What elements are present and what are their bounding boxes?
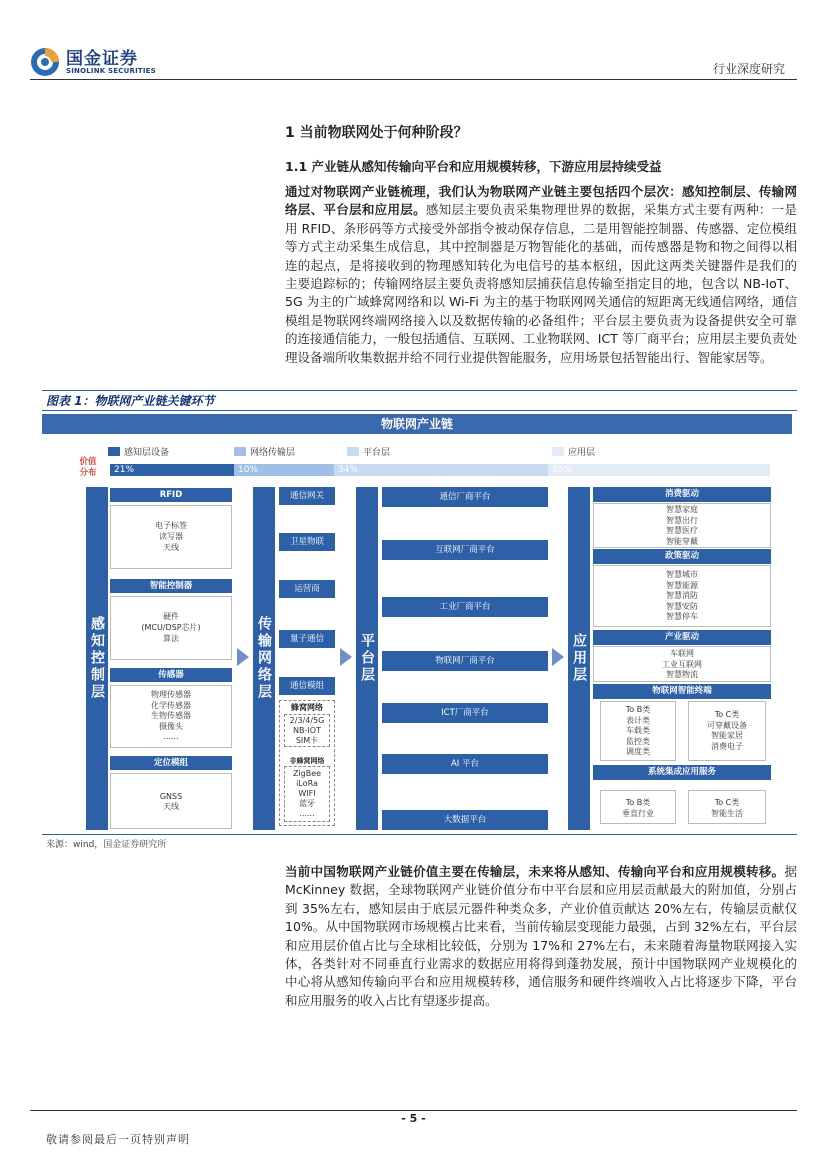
group-item: 摄像头 [159, 721, 183, 731]
legend-item [108, 445, 169, 458]
figure-title: 图表 1：物联网产业链关键环节 [46, 394, 215, 408]
app-item: 智能家居 [711, 731, 743, 740]
app-item: 车联网 [670, 649, 694, 658]
cellular-item: SIM卡 [295, 736, 319, 745]
network-item: 卫星物联 [279, 533, 335, 551]
app-item: 调度类 [626, 747, 650, 756]
app-item: To C类 [714, 710, 740, 719]
app-item: 智能穿戴 [666, 536, 698, 546]
app-item: 智慧消防 [666, 591, 698, 600]
value-bar-platform: 34% [334, 464, 548, 476]
value-bar-application: 35% [548, 464, 770, 476]
app-item: 智慧医疗 [666, 526, 698, 535]
noncellular-item: ZigBee [292, 769, 322, 778]
legend-swatch [552, 447, 564, 456]
network-item: 运营商 [279, 580, 335, 598]
brand-name-en: SINOLINK SECURITIES [66, 67, 156, 75]
app-item: 车载类 [626, 726, 650, 735]
group-body-controller [110, 596, 232, 660]
group-item: 电子标签 [155, 521, 187, 530]
group-item: 天线 [163, 802, 179, 811]
group-item: 算法 [163, 634, 179, 643]
terminal-tob-box [600, 701, 676, 761]
noncellular-head: 非蜂窝网络 [289, 757, 325, 765]
paragraph-2-lead: 当前中国物联网产业链价值主要在传输层，未来将从感知、传输向平台和应用规模转移。 [285, 864, 785, 879]
page-number: - 5 - [401, 1112, 426, 1125]
legend-swatch [347, 447, 359, 456]
policy-driven-head: 政策驱动 [593, 549, 771, 564]
value-bar-sensing: 21% [110, 464, 234, 476]
app-item: 消费电子 [711, 741, 743, 751]
group-item: 天线 [163, 543, 179, 552]
service-tob-box [600, 790, 676, 824]
network-item: 量子通信 [279, 630, 335, 648]
section-heading: 1 当前物联网处于何种阶段？ [285, 125, 468, 141]
group-item: 硬件 [163, 612, 179, 621]
legend-swatch [234, 447, 246, 456]
app-item: 智慧家庭 [666, 505, 698, 514]
arrow-right-icon [340, 648, 352, 666]
group-item: GNSS [159, 792, 183, 801]
app-item: 智能生活 [711, 808, 743, 818]
logo-icon [30, 47, 60, 77]
legend-item [234, 445, 295, 458]
app-item: 智慧城市 [666, 570, 698, 579]
group-item: 化学传感器 [151, 700, 191, 710]
paragraph-2 [285, 863, 797, 1010]
app-item: 智慧出行 [666, 515, 698, 525]
app-item: To B类 [625, 705, 651, 714]
legend-label: 网络传输层 [250, 448, 296, 458]
noncellular-item: iLoRa [296, 779, 318, 788]
layer-platform-title: 平台层 [356, 487, 378, 830]
paragraph-1-body: 感知层主要负责采集物理世界的数据，采集方式主要有两种：一是用 RFID、条形码等方式接受外部指令被动保存信息，二是用智能控制器、传感器、定位模组等方式主动采集生成信息，其中控制器是万物智能化的基础，而传感器是物和物之间得以相连的起点，是将接收到的物理感知转化为电信号的基本枢纽，因此这两类关键器件是我们的主要追踪标的；传输网络层主要负责将感知层捕获信息传输至指定目的地，包含以 NB-IoT、5G 为主的广域蜂窝网络和以 Wi-Fi 为主的基于物联网网关通信的短距离无线通信网络，通信模组是物联网终端网络接入以及数据传输的必备组件；平台层主要负责为设备提供安全可靠的连接通信能力，一般包括通信、互联网、工业物联网、ICT 等厂商平台；应用层主要负责处理设备端所收集数据并给不同行业提供智能服务，应用场景包括智能出行、智能家居等。 [285, 202, 797, 365]
cellular-head: 蜂窝网络 [291, 703, 323, 712]
cellular-item: NB-IOT [293, 726, 321, 735]
noncellular-item: ...... [299, 809, 315, 818]
app-item: 可穿戴设备 [707, 720, 747, 730]
app-item: 工业互联网 [662, 659, 702, 669]
industry-driven-head: 产业驱动 [593, 630, 771, 645]
paragraph-2-body: 据 McKinney 数据，全球物联网产业链价值分布中平台层和应用层贡献最大的附加值，分别占到 35%左右，感知层由于底层元器件种类众多，产业价值贡献达 20%左右，传输层贡献仅 10%。从中国物联网市场规模占比来看，当前传输层变现能力最强，占到 32%左右，平台层和应用层价值占比与全球相比较低，分别为 17%和 27%左右，未来随着海量物联网接入实体，各类针对不同垂直行业需求的数据应用将得到蓬勃发展，预计中国物联网产业规模化的中心将从感知传输向平台和应用规模转移，通信服务和硬件终端收入占比将逐步下降，平台和应用服务的收入占比有望逐步提高。 [285, 864, 797, 1008]
layer-sensing-title: 感知控制层 [86, 487, 108, 830]
arrow-right-icon [237, 648, 249, 666]
group-body-positioning [110, 773, 232, 829]
value-distribution-label: 价值分布 [79, 457, 97, 478]
platform-item: 物联网厂商平台 [382, 651, 548, 671]
legend-item [552, 445, 595, 458]
network-item: 通信网关 [279, 487, 335, 505]
noncellular-box [284, 766, 330, 822]
legend-label: 平台层 [363, 448, 391, 458]
app-item: 智慧安防 [666, 601, 698, 611]
service-toc-box [688, 790, 766, 824]
industry-driven-body [593, 646, 771, 682]
group-item: 读写器 [159, 532, 183, 541]
group-body-sensor [110, 685, 232, 748]
platform-item: 大数据平台 [382, 810, 548, 830]
disclaimer-note: 敬请参阅最后一页特别声明 [46, 1133, 190, 1146]
noncellular-item: WIFI [298, 789, 316, 798]
group-head-sensor: 传感器 [110, 668, 232, 682]
figure-rule-source [42, 834, 797, 835]
paragraph-1 [285, 183, 797, 367]
platform-item: 互联网厂商平台 [382, 540, 548, 560]
arrow-right-icon [552, 648, 564, 666]
legend-label: 应用层 [568, 448, 596, 458]
layer-network-title: 传输网络层 [253, 487, 275, 830]
app-item: To C类 [714, 798, 740, 807]
brand-name-cn: 国金证券 [66, 49, 138, 69]
figure-source: 来源：wind，国金证券研究所 [46, 840, 167, 850]
app-item: To B类 [625, 798, 651, 807]
group-item: 物理传感器 [151, 690, 191, 699]
network-item: 通信模组 [279, 677, 335, 695]
policy-driven-body [593, 565, 771, 627]
app-item: 监控类 [626, 736, 650, 746]
legend-item [347, 445, 390, 458]
layer-application-title: 应用层 [568, 487, 590, 830]
platform-item: 工业厂商平台 [382, 597, 548, 617]
subsection-heading: 1.1 产业链从感知传输向平台和应用规模转移，下游应用层持续受益 [285, 159, 662, 174]
legend-swatch [108, 447, 120, 456]
diagram-banner: 物联网产业链 [42, 414, 792, 434]
app-item: 智慧能源 [666, 580, 698, 590]
terminal-head: 物联网智能终端 [593, 684, 771, 699]
group-head-controller: 智能控制器 [110, 579, 232, 593]
group-item: ...... [163, 732, 179, 741]
group-head-positioning: 定位模组 [110, 756, 232, 770]
consumer-driven-body [593, 503, 771, 548]
platform-item: AI 平台 [382, 754, 548, 774]
cellular-box [284, 714, 330, 747]
terminal-toc-box [688, 701, 766, 761]
value-bar-network: 10% [234, 464, 334, 476]
footer-divider [30, 1110, 797, 1111]
cellular-item: 2/3/4/5G [289, 716, 325, 725]
group-item: 生物传感器 [151, 711, 191, 720]
paragraph-1-lead: 通过对物联网产业链梳理，我们认为物联网产业链主要包括四个层次：感知控制层、传输网络层、平台层和应用层。 [285, 184, 797, 218]
group-item: (MCU/DSP芯片) [141, 623, 201, 632]
header-divider [30, 79, 797, 80]
app-item: 垂直行业 [622, 808, 654, 818]
service-head: 系统集成应用服务 [593, 765, 771, 780]
app-item: 智慧停车 [666, 612, 698, 621]
figure-rule-bottom [42, 410, 797, 411]
legend-label: 感知层设备 [124, 448, 170, 458]
platform-item: ICT厂商平台 [382, 703, 548, 723]
figure-rule-top [42, 390, 797, 391]
consumer-driven-head: 消费驱动 [593, 487, 771, 502]
noncellular-item: 蓝牙 [299, 799, 315, 808]
group-body-rfid [110, 505, 232, 569]
app-item: 表计类 [626, 715, 650, 725]
report-type: 行业深度研究 [712, 62, 785, 76]
app-item: 智慧物流 [666, 670, 698, 679]
platform-item: 通信厂商平台 [382, 487, 548, 507]
group-head-rfid: RFID [110, 488, 232, 502]
